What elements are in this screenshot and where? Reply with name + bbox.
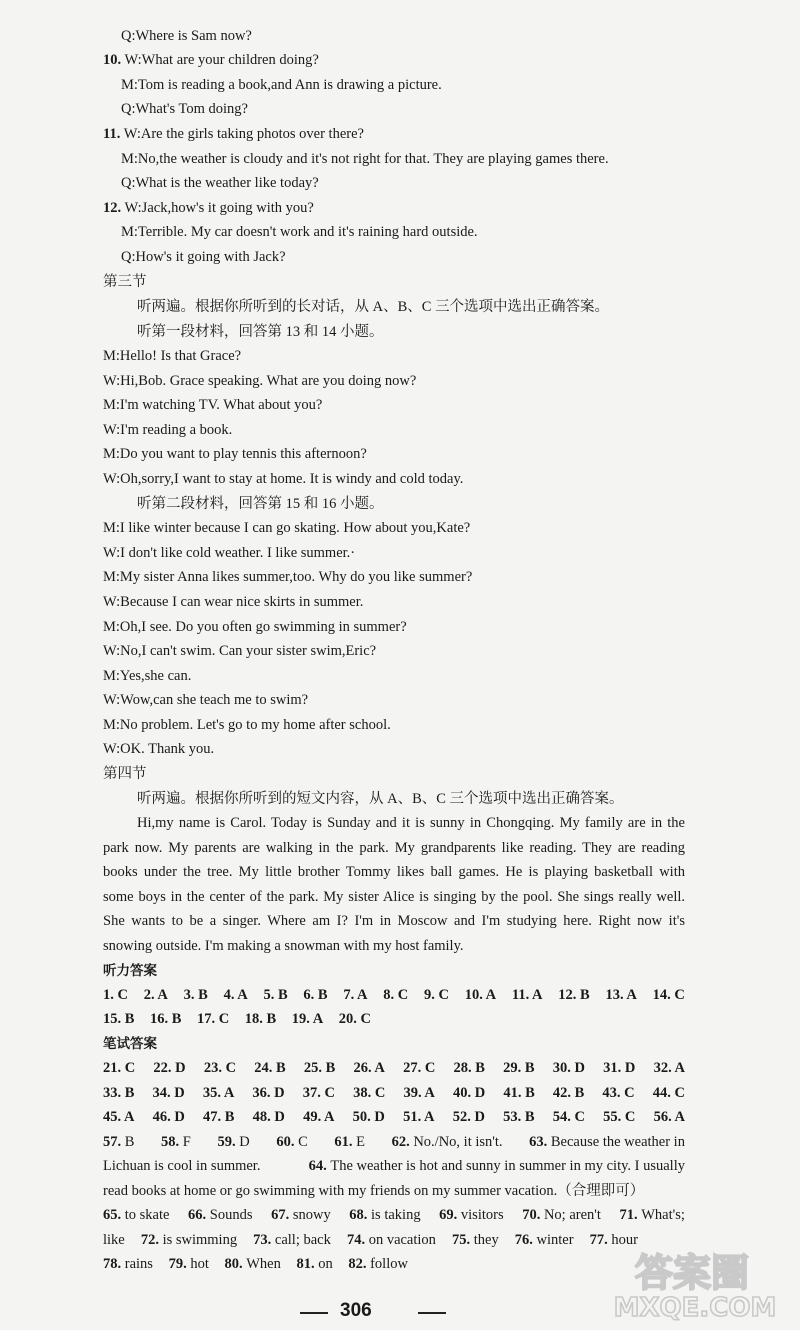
item-number: 31.: [603, 1060, 622, 1076]
written-answers-row: [103, 1205, 685, 1225]
answer-item: [197, 1009, 229, 1029]
item-number: 15.: [103, 1011, 122, 1027]
item-answer: A: [121, 1109, 135, 1125]
dialogue-line: M:I'm watching TV. What about you?: [103, 397, 323, 413]
item-answer: C: [434, 987, 449, 1003]
item-answer: C: [570, 1109, 585, 1125]
item-answer: B: [274, 987, 288, 1003]
material-title: 听第二段材料，回答第 15 和 16 小题。: [137, 496, 384, 512]
item-answer: B: [314, 987, 328, 1003]
item-number: 73.: [253, 1232, 272, 1248]
answer-item: [453, 1083, 485, 1103]
item-number: 14.: [652, 987, 671, 1003]
item-answer: D: [171, 1060, 186, 1076]
answer-item: [153, 1083, 185, 1103]
dialogue-line: M:Tom is reading a book,and Ann is drawing a picture.: [121, 77, 442, 93]
answer-item: [303, 1083, 335, 1103]
item-number: 65.: [103, 1207, 122, 1223]
item-answer: winter: [536, 1232, 574, 1248]
question-number: 10.: [103, 52, 122, 68]
item-number: 66.: [188, 1207, 207, 1223]
item-number: 57.: [103, 1134, 122, 1150]
item-answer: Lichuan is cool in summer.: [103, 1158, 261, 1174]
item-answer: A: [154, 987, 168, 1003]
dialogue-question-11: [103, 124, 364, 144]
item-answer: D: [621, 1060, 636, 1076]
item-answer: E: [356, 1134, 365, 1150]
answer-item: [605, 985, 636, 1005]
watermark-icon: [600, 1240, 790, 1324]
item-answer: A: [371, 1060, 385, 1076]
item-answer: What's;: [641, 1207, 685, 1223]
watermark-logo: [600, 1240, 790, 1324]
item-answer: A: [234, 987, 248, 1003]
item-number: 36.: [252, 1085, 271, 1101]
dialogue-question-12: [103, 198, 314, 218]
passage-line: books under the tree. My little brother Tommy likes ball games. He is playing basketball with: [103, 864, 685, 880]
item-number: 29.: [503, 1060, 522, 1076]
listening-answers-row: [103, 1009, 371, 1029]
item-answer: B: [121, 1085, 135, 1101]
item-answer: A: [671, 1109, 685, 1125]
answer-item: [292, 1009, 323, 1029]
item-answer: Sounds: [209, 1207, 253, 1223]
item-number: 55.: [603, 1109, 622, 1125]
item-answer: is swimming: [162, 1232, 238, 1248]
answer-item: [553, 1058, 585, 1078]
item-answer: they: [473, 1232, 499, 1248]
item-number: 17.: [196, 1011, 216, 1027]
item-answer: Because the weather in: [550, 1134, 685, 1150]
item-number: 41.: [503, 1085, 522, 1101]
written-answers-row: [103, 1107, 685, 1127]
dialogue-line: Q:How's it going with Jack?: [121, 249, 286, 265]
page-number-dash-left: [300, 1312, 328, 1314]
item-answer: hot: [190, 1256, 209, 1272]
item-number: 19.: [291, 1011, 310, 1027]
item-answer: The weather is hot and sunny in summer in my city. I usually: [330, 1158, 685, 1174]
item-answer: B: [262, 1011, 277, 1027]
dialogue-line: W:Wow,can she teach me to swim?: [103, 692, 309, 708]
dialogue-line: Q:What is the weather like today?: [121, 175, 319, 191]
section-instruction: 听两遍。根据你所听到的短文内容，从 A、B、C 三个选项中选出正确答案。: [137, 791, 624, 807]
item-answer: like: [103, 1232, 125, 1248]
item-answer: A: [421, 1085, 435, 1101]
item-answer: C: [215, 1011, 230, 1027]
item-answer: C: [113, 987, 128, 1003]
item-answer: When: [246, 1256, 281, 1272]
dialogue-line: M:Oh,I see. Do you often go swimming in summer?: [103, 619, 407, 635]
item-number: 52.: [452, 1109, 471, 1125]
item-number: 47.: [203, 1109, 222, 1125]
section-instruction: 听两遍。根据你所听到的长对话，从 A、B、C 三个选项中选出正确答案。: [137, 299, 610, 315]
item-number: 78.: [103, 1256, 122, 1272]
item-number: 25.: [303, 1060, 322, 1076]
answer-item: [264, 985, 288, 1005]
item-number: 71.: [619, 1207, 638, 1223]
answer-item: [653, 985, 685, 1005]
answer-item: [103, 1107, 134, 1127]
item-answer: F: [182, 1134, 191, 1150]
item-answer: C: [670, 1085, 685, 1101]
answer-item: [224, 985, 248, 1005]
item-number: 8.: [383, 987, 395, 1003]
item-number: 26.: [353, 1060, 372, 1076]
item-number: 44.: [652, 1085, 671, 1101]
dialogue-line: Q:What's Tom doing?: [121, 101, 248, 117]
item-number: 37.: [302, 1085, 321, 1101]
item-number: 10.: [464, 987, 483, 1003]
item-number: 67.: [271, 1207, 290, 1223]
item-number: 24.: [254, 1060, 273, 1076]
item-answer: A: [321, 1109, 335, 1125]
answer-item: [553, 1107, 585, 1127]
item-number: 68.: [349, 1207, 368, 1223]
item-number: 28.: [453, 1060, 472, 1076]
item-number: 56.: [653, 1109, 672, 1125]
item-answer: A: [482, 987, 497, 1003]
item-number: 38.: [353, 1085, 372, 1101]
item-answer: B: [576, 987, 590, 1003]
item-number: 2.: [143, 987, 155, 1003]
answer-item: [383, 985, 408, 1005]
item-answer: A: [671, 1060, 685, 1076]
item-answer: B: [121, 1011, 135, 1027]
item-answer: B: [124, 1134, 135, 1150]
dialogue-line: W:Oh,sorry,I want to stay at home. It is windy and cold today.: [103, 471, 464, 487]
answer-item: [184, 985, 208, 1005]
answer-item: [144, 985, 168, 1005]
page-number-dash-right: [418, 1312, 446, 1314]
dialogue-line: M:Hello! Is that Grace?: [103, 348, 242, 364]
answer-item: [103, 1083, 134, 1103]
item-answer: B: [521, 1109, 535, 1125]
item-answer: B: [168, 1011, 182, 1027]
dialogue-line: M:No problem. Let's go to my home after school.: [103, 717, 391, 733]
answer-item: [153, 1107, 185, 1127]
item-number: 3.: [183, 987, 195, 1003]
answer-item: [654, 1058, 685, 1078]
section-title: 第三节: [103, 274, 147, 290]
answer-item: [203, 1107, 234, 1127]
passage-line: Hi,my name is Carol. Today is Sunday and it is sunny in Chongqing. My family are in the: [137, 815, 685, 831]
item-number: 46.: [152, 1109, 171, 1125]
item-number: 6.: [303, 987, 315, 1003]
item-answer: on: [318, 1256, 333, 1272]
material-title: 听第一段材料，回答第 13 和 14 小题。: [137, 324, 384, 340]
item-number: 61.: [334, 1134, 353, 1150]
item-answer: C: [421, 1060, 436, 1076]
item-number: 59.: [217, 1134, 236, 1150]
dialogue-line: W:Because I can wear nice skirts in summer.: [103, 594, 364, 610]
item-number: 75.: [452, 1232, 471, 1248]
answer-item: [103, 1009, 134, 1029]
written-answers-row: [103, 1083, 685, 1103]
item-answer: follow: [370, 1256, 408, 1272]
dialogue-line: W:Are the girls taking photos over there?: [123, 126, 364, 142]
item-number: 82.: [348, 1256, 367, 1272]
dialogue-line: W:No,I can't swim. Can your sister swim,Eric?: [103, 643, 377, 659]
dialogue-line: Q:Where is Sam now?: [121, 28, 252, 44]
item-answer: D: [370, 1109, 385, 1125]
item-answer: C: [620, 1085, 635, 1101]
answer-item: [403, 1058, 435, 1078]
item-answer: C: [371, 1085, 386, 1101]
item-number: 42.: [552, 1085, 571, 1101]
item-answer: No./No, it isn't.: [413, 1134, 503, 1150]
item-number: 64.: [308, 1158, 327, 1174]
item-number: 49.: [303, 1109, 322, 1125]
item-number: 9.: [424, 987, 435, 1003]
item-number: 60.: [276, 1134, 295, 1150]
item-number: 20.: [338, 1011, 357, 1027]
item-number: 4.: [223, 987, 235, 1003]
answer-item: [653, 1083, 685, 1103]
section-title: 第四节: [103, 766, 147, 782]
answer-item: [465, 985, 496, 1005]
dialogue-line: M:Do you want to play tennis this afternoon?: [103, 446, 367, 462]
passage-line: She wants to be a singer. Where am I? I'm in Moscow and I'm studying here. Right now it's: [103, 913, 685, 929]
item-answer: B: [521, 1060, 535, 1076]
item-answer: B: [194, 987, 208, 1003]
answer-item: [254, 1058, 285, 1078]
item-number: 62.: [391, 1134, 410, 1150]
item-answer: D: [239, 1134, 250, 1150]
answer-item: [602, 1083, 634, 1103]
item-answer: B: [221, 1109, 235, 1125]
item-answer: D: [170, 1109, 185, 1125]
answer-item: [654, 1107, 685, 1127]
item-answer: No; aren't: [543, 1207, 601, 1223]
dialogue-line: W:Jack,how's it going with you?: [124, 200, 314, 216]
answer-item: [353, 1107, 385, 1127]
answer-item: [353, 1058, 384, 1078]
answer-item: [503, 1083, 534, 1103]
item-number: 79.: [168, 1256, 187, 1272]
answer-item: [103, 985, 128, 1005]
item-number: 81.: [296, 1256, 315, 1272]
item-number: 13.: [605, 987, 624, 1003]
item-answer: B: [570, 1085, 585, 1101]
item-answer: C: [621, 1109, 636, 1125]
item-answer: B: [322, 1060, 336, 1076]
item-number: 40.: [452, 1085, 472, 1101]
item-answer: C: [394, 987, 409, 1003]
dialogue-line: M:I like winter because I can go skating. How about you,Kate?: [103, 520, 471, 536]
answer-item: [204, 1058, 236, 1078]
answer-item: [252, 1083, 284, 1103]
answer-item: [343, 985, 367, 1005]
dialogue-line: W:OK. Thank you.: [103, 741, 215, 757]
item-number: 22.: [153, 1060, 172, 1076]
question-number: 12.: [103, 200, 122, 216]
dialogue-line: M:My sister Anna likes summer,too. Why do you like summer?: [103, 569, 473, 585]
item-answer: D: [270, 1085, 285, 1101]
item-answer: C: [670, 987, 685, 1003]
listening-answers-row: [103, 985, 685, 1005]
answer-item: [245, 1009, 276, 1029]
passage-line: snowing outside. I'm making a snowman with my host family.: [103, 938, 464, 954]
item-number: 27.: [403, 1060, 422, 1076]
item-number: 11.: [511, 987, 530, 1003]
item-answer: on vacation: [368, 1232, 436, 1248]
item-answer: C: [121, 1060, 136, 1076]
item-number: 7.: [343, 987, 355, 1003]
item-answer: call; back: [274, 1232, 331, 1248]
item-number: 74.: [346, 1232, 366, 1248]
item-number: 32.: [653, 1060, 672, 1076]
item-answer: D: [470, 1109, 485, 1125]
answer-item: [150, 1009, 181, 1029]
item-answer: A: [309, 1011, 324, 1027]
item-number: 69.: [439, 1207, 458, 1223]
written-answers-title: 笔试答案: [103, 1036, 157, 1052]
item-answer: A: [623, 987, 637, 1003]
answer-item: [553, 1083, 584, 1103]
answer-item: [103, 1058, 135, 1078]
listening-answers-title: 听力答案: [103, 963, 157, 979]
answer-item: [253, 1107, 285, 1127]
written-answers-row: [103, 1254, 408, 1274]
item-answer: B: [521, 1085, 535, 1101]
item-number: 58.: [161, 1134, 180, 1150]
dialogue-line: M:Terrible. My car doesn't work and it's raining hard outside.: [121, 224, 478, 240]
dialogue-line: W:I don't like cold weather. I like summer.·: [103, 545, 356, 561]
item-number: 80.: [224, 1256, 243, 1272]
answer-item: [453, 1107, 485, 1127]
written-answers-row: [103, 1230, 638, 1250]
item-answer: visitors: [460, 1207, 504, 1223]
watermark-line-1: 答案圈: [634, 1251, 750, 1295]
item-answer: A: [354, 987, 368, 1003]
item-number: 54.: [552, 1109, 571, 1125]
item-answer: D: [270, 1109, 285, 1125]
item-answer: to skate: [124, 1207, 170, 1223]
written-answers-row: [103, 1132, 685, 1152]
answer-item: [403, 1107, 434, 1127]
item-number: 33.: [103, 1085, 122, 1101]
item-number: 70.: [522, 1207, 541, 1223]
item-answer: snowy: [292, 1207, 331, 1223]
dialogue-question-10: [103, 50, 319, 70]
written-answer-line: [103, 1156, 685, 1176]
item-number: 1.: [103, 987, 114, 1003]
dialogue-line: W:What are your children doing?: [124, 52, 319, 68]
item-answer: B: [272, 1060, 286, 1076]
item-number: 23.: [203, 1060, 222, 1076]
answer-item: [454, 1058, 485, 1078]
answer-item: [558, 985, 589, 1005]
dialogue-line: M:No,the weather is cloudy and it's not right for that. They are playing games there.: [121, 151, 609, 167]
answer-item: [603, 1058, 635, 1078]
answer-item: [424, 985, 449, 1005]
item-number: 48.: [252, 1109, 271, 1125]
item-number: 18.: [244, 1011, 263, 1027]
answer-item: [303, 985, 327, 1005]
item-number: 16.: [149, 1011, 169, 1027]
item-number: 50.: [352, 1109, 371, 1125]
answer-item: [403, 1083, 434, 1103]
item-answer: hour: [611, 1232, 638, 1248]
question-number: 11.: [103, 126, 121, 142]
item-answer: A: [221, 1085, 235, 1101]
dialogue-line: W:Hi,Bob. Grace speaking. What are you doing now?: [103, 373, 417, 389]
item-answer: D: [570, 1060, 585, 1076]
item-number: 51.: [403, 1109, 422, 1125]
item-answer: C: [320, 1085, 335, 1101]
item-answer: is taking: [371, 1207, 421, 1223]
item-number: 12.: [558, 987, 577, 1003]
item-number: 63.: [529, 1134, 548, 1150]
item-answer: C: [298, 1134, 308, 1150]
item-number: 34.: [152, 1085, 171, 1101]
item-number: 30.: [552, 1060, 571, 1076]
page-number: 306: [340, 1300, 372, 1321]
item-answer: D: [471, 1085, 486, 1101]
passage-line: some boys in the center of the park. My sister Alice is singing by the pool. She sings really well.: [103, 889, 685, 905]
item-number: 45.: [103, 1109, 122, 1125]
answer-item: [503, 1058, 534, 1078]
item-number: 39.: [403, 1085, 422, 1101]
answer-item: [512, 985, 543, 1005]
item-number: 43.: [602, 1085, 621, 1101]
item-number: 5.: [263, 987, 275, 1003]
answer-item: [153, 1058, 185, 1078]
item-answer: D: [170, 1085, 185, 1101]
passage-line: park now. My parents are walking in the park. My grandparents like reading. They are reading: [103, 840, 685, 856]
item-answer: read books at home or go swimming with my friends on my summer vacation.（合理即可）: [103, 1183, 645, 1199]
watermark-line-2: MXQE.COM: [613, 1293, 777, 1323]
answer-item: [303, 1107, 334, 1127]
item-number: 76.: [514, 1232, 533, 1248]
answer-item: [304, 1058, 335, 1078]
dialogue-line: M:Yes,she can.: [103, 668, 192, 684]
answer-item: [603, 1107, 635, 1127]
answer-item: [503, 1107, 534, 1127]
answer-item: [353, 1083, 385, 1103]
item-answer: C: [356, 1011, 371, 1027]
item-number: 21.: [103, 1060, 122, 1076]
item-number: 72.: [140, 1232, 159, 1248]
item-number: 53.: [503, 1109, 522, 1125]
written-answers-row: [103, 1058, 685, 1078]
item-answer: A: [421, 1109, 435, 1125]
item-number: 77.: [589, 1232, 608, 1248]
item-number: 35.: [202, 1085, 221, 1101]
answer-item: [339, 1009, 371, 1029]
item-answer: B: [471, 1060, 485, 1076]
answer-item: [203, 1083, 234, 1103]
item-answer: rains: [124, 1256, 153, 1272]
dialogue-line: W:I'm reading a book.: [103, 422, 233, 438]
item-answer: A: [529, 987, 543, 1003]
item-answer: C: [221, 1060, 237, 1076]
